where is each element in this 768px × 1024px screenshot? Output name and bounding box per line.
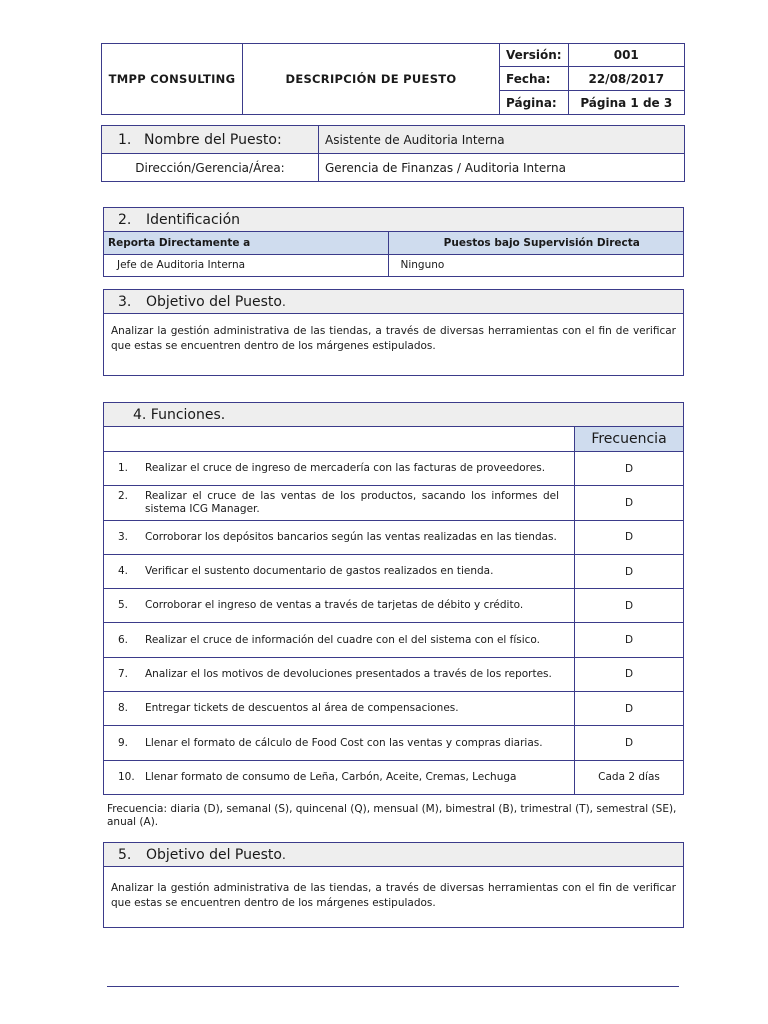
supervises-header: Puestos bajo Supervisión Directa xyxy=(388,232,683,254)
document-title: DESCRIPCIÓN DE PUESTO xyxy=(243,44,500,115)
identification-table xyxy=(104,232,683,276)
section-objective-2 xyxy=(103,842,684,928)
area-label: Dirección/Gerencia/Área: xyxy=(102,154,319,182)
function-number: 4. xyxy=(118,565,129,578)
function-description xyxy=(104,760,575,794)
function-frequency: D xyxy=(575,623,684,657)
function-description xyxy=(104,692,575,726)
frequency-legend: Frecuencia: diaria (D), semanal (S), quincenal (Q), mensual (M), bimestral (B), trimestral (T), semestral (SE), anual (A). xyxy=(107,803,677,828)
function-text: Llenar formato de consumo de Leña, Carbón, Aceite, Cremas, Lechuga xyxy=(145,770,517,783)
frequency-header: Frecuencia xyxy=(575,427,684,452)
function-number: 9. xyxy=(118,736,129,749)
section-title: 3. Objetivo del Puesto. xyxy=(104,290,683,314)
functions-title: 4. Funciones. xyxy=(104,403,684,427)
function-row xyxy=(104,760,684,794)
section-objective xyxy=(103,289,684,376)
function-number: 8. xyxy=(118,702,129,715)
section-identification xyxy=(103,207,684,277)
page-value: Página 1 de 3 xyxy=(568,91,684,115)
function-text: Analizar el los motivos de devoluciones presentados a través de los reportes. xyxy=(145,667,552,680)
function-row xyxy=(104,554,684,588)
function-text: Realizar el cruce de ingreso de mercadería con las facturas de proveedores. xyxy=(145,462,546,475)
date-label: Fecha: xyxy=(500,67,569,91)
function-frequency: Cada 2 días xyxy=(575,760,684,794)
function-number: 3. xyxy=(118,530,129,543)
function-number: 6. xyxy=(118,633,129,646)
function-number: 10. xyxy=(118,770,135,783)
section-title: 2. Identificación xyxy=(104,208,683,232)
function-description xyxy=(104,554,575,588)
function-text: Verificar el sustento documentario de gastos realizados en tienda. xyxy=(145,565,494,578)
function-row xyxy=(104,623,684,657)
functions-header-blank xyxy=(104,427,575,452)
function-text: Entregar tickets de descuentos al área de compensaciones. xyxy=(145,702,459,715)
supervises-value: Ninguno xyxy=(400,259,445,272)
function-description xyxy=(104,726,575,760)
objective-text: Analizar la gestión administrativa de las tiendas, a través de diversas herramientas con el fin de verificar que estas se encuentren dentro de los márgenes estipulados. xyxy=(111,882,676,909)
function-description xyxy=(104,657,575,691)
function-row xyxy=(104,692,684,726)
section-position-name xyxy=(101,125,685,182)
function-text: Llenar el formato de cálculo de Food Cost con las ventas y compras diarias. xyxy=(145,736,543,749)
company-name: TMPP CONSULTING xyxy=(102,44,243,115)
function-text: Corroborar el ingreso de ventas a través de tarjetas de débito y crédito. xyxy=(145,599,524,612)
function-text: Corroborar los depósitos bancarios según las ventas realizadas en las tiendas. xyxy=(145,530,557,543)
function-description xyxy=(104,623,575,657)
function-description xyxy=(104,520,575,554)
function-text: Realizar el cruce de información del cuadre con el del sistema con el físico. xyxy=(145,633,541,646)
reports-to-header: Reporta Directamente a xyxy=(104,232,388,254)
function-frequency: D xyxy=(575,589,684,623)
function-frequency: D xyxy=(575,452,684,486)
position-name-value: Asistente de Auditoria Interna xyxy=(319,126,685,154)
function-row xyxy=(104,520,684,554)
function-row xyxy=(104,452,684,486)
function-number: 5. xyxy=(118,599,129,612)
function-frequency: D xyxy=(575,520,684,554)
function-row xyxy=(104,726,684,760)
function-description xyxy=(104,452,575,486)
function-frequency: D xyxy=(575,692,684,726)
section-number: 1. xyxy=(118,131,132,148)
document-header xyxy=(101,43,685,115)
function-number: 7. xyxy=(118,667,129,680)
section-title: 5. Objetivo del Puesto. xyxy=(104,843,683,867)
function-frequency: D xyxy=(575,554,684,588)
page-label: Página: xyxy=(500,91,569,115)
date-value: 22/08/2017 xyxy=(568,67,684,91)
function-row xyxy=(104,657,684,691)
reports-to-value: Jefe de Auditoria Interna xyxy=(104,254,388,276)
function-text: Realizar el cruce de las ventas de los productos, sacando los informes del sistema ICG Manager. xyxy=(145,489,559,515)
footer-divider xyxy=(107,986,679,987)
area-value: Gerencia de Finanzas / Auditoria Interna xyxy=(319,154,685,182)
version-value: 001 xyxy=(568,44,684,67)
function-frequency: D xyxy=(575,657,684,691)
function-frequency: D xyxy=(575,486,684,520)
function-frequency: D xyxy=(575,726,684,760)
function-number: 2. xyxy=(118,489,129,502)
function-description xyxy=(104,589,575,623)
position-name-label: 1. Nombre del Puesto: xyxy=(102,126,319,154)
function-row xyxy=(104,589,684,623)
function-number: 1. xyxy=(118,462,129,475)
function-row xyxy=(104,486,684,520)
objective-text: Analizar la gestión administrativa de las tiendas, a través de diversas herramientas con el fin de verificar que estas se encuentren dentro de los márgenes estipulados. xyxy=(111,325,676,352)
function-description xyxy=(104,486,575,520)
version-label: Versión: xyxy=(500,44,569,67)
section-functions xyxy=(103,402,684,795)
